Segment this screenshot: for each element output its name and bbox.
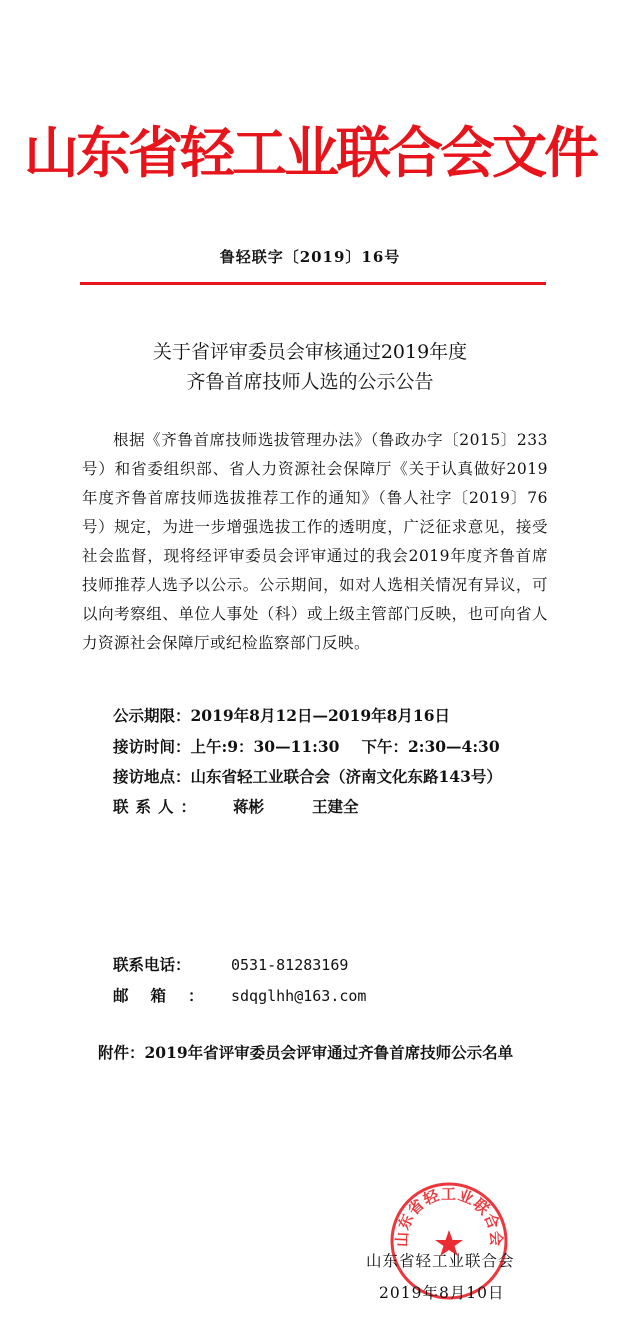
signature-organization: 山东省轻工业联合会 [366, 1252, 515, 1270]
phone-label: 联系电话： [113, 955, 191, 974]
contact-person-2: 王建全 [312, 797, 359, 816]
contact-person-1: 蒋彬 [233, 797, 265, 816]
hours-row [113, 734, 500, 760]
period-row [113, 703, 450, 729]
body-paragraph: 根据《齐鲁首席技师选拔管理办法》（鲁政办字〔2015〕233号）和省委组织部、省人力资源社会保障厅《关于认真做好2019年度齐鲁首席技师选拔推荐工作的通知》（鲁人社字〔2019〕76号）规定，为进一步增强选拔工作的透明度，广泛征求意见，接受社会监督，现将经评审委员会评审通过的我会2019年度齐鲁首席技师推荐人选予以公示。公示期间，如对人选相关情况有异议，可以向考察组、单位人事处（科）或上级主管部门反映，也可向省人力资源社会保障厅或纪检监察部门反映。 [82, 431, 548, 652]
signature-date: 2019年8月10日 [379, 1284, 505, 1302]
hours-morning: 上午:9：30—11:30 [190, 737, 340, 756]
location-label: 接访地点： [113, 767, 191, 786]
hours-label: 接访时间： [113, 737, 191, 756]
phone-value: 0531-81283169 [231, 956, 349, 974]
red-divider-line [80, 282, 546, 285]
contact-person-label: 联系人： [113, 797, 204, 816]
svg-text:山东省轻工业联合会: 山东省轻工业联合会 [392, 1184, 506, 1248]
email-row [113, 983, 366, 1009]
contact-person-row [113, 794, 359, 820]
phone-row [113, 952, 348, 978]
title-line-1: 关于省评审委员会审核通过2019年度 [152, 341, 468, 363]
period-value: 2019年8月12日—2019年8月16日 [190, 706, 451, 725]
document-number: 鲁轻联字〔2019〕16号 [219, 248, 401, 266]
period-label: 公示期限： [113, 706, 191, 725]
attachment-note: 附件：2019年省评审委员会评审通过齐鲁首席技师公示名单 [98, 1043, 514, 1062]
document-masthead: 山东省轻工业联合会文件 [23, 120, 596, 185]
email-value: sdqglhh@163.com [231, 987, 367, 1005]
hours-afternoon: 下午：2:30—4:30 [361, 737, 500, 756]
location-value: 山东省轻工业联合会（济南文化东路143号） [190, 767, 502, 786]
email-label: 邮箱： [113, 986, 226, 1005]
title-line-2: 齐鲁首席技师人选的公示公告 [186, 371, 434, 393]
location-row [113, 764, 502, 790]
